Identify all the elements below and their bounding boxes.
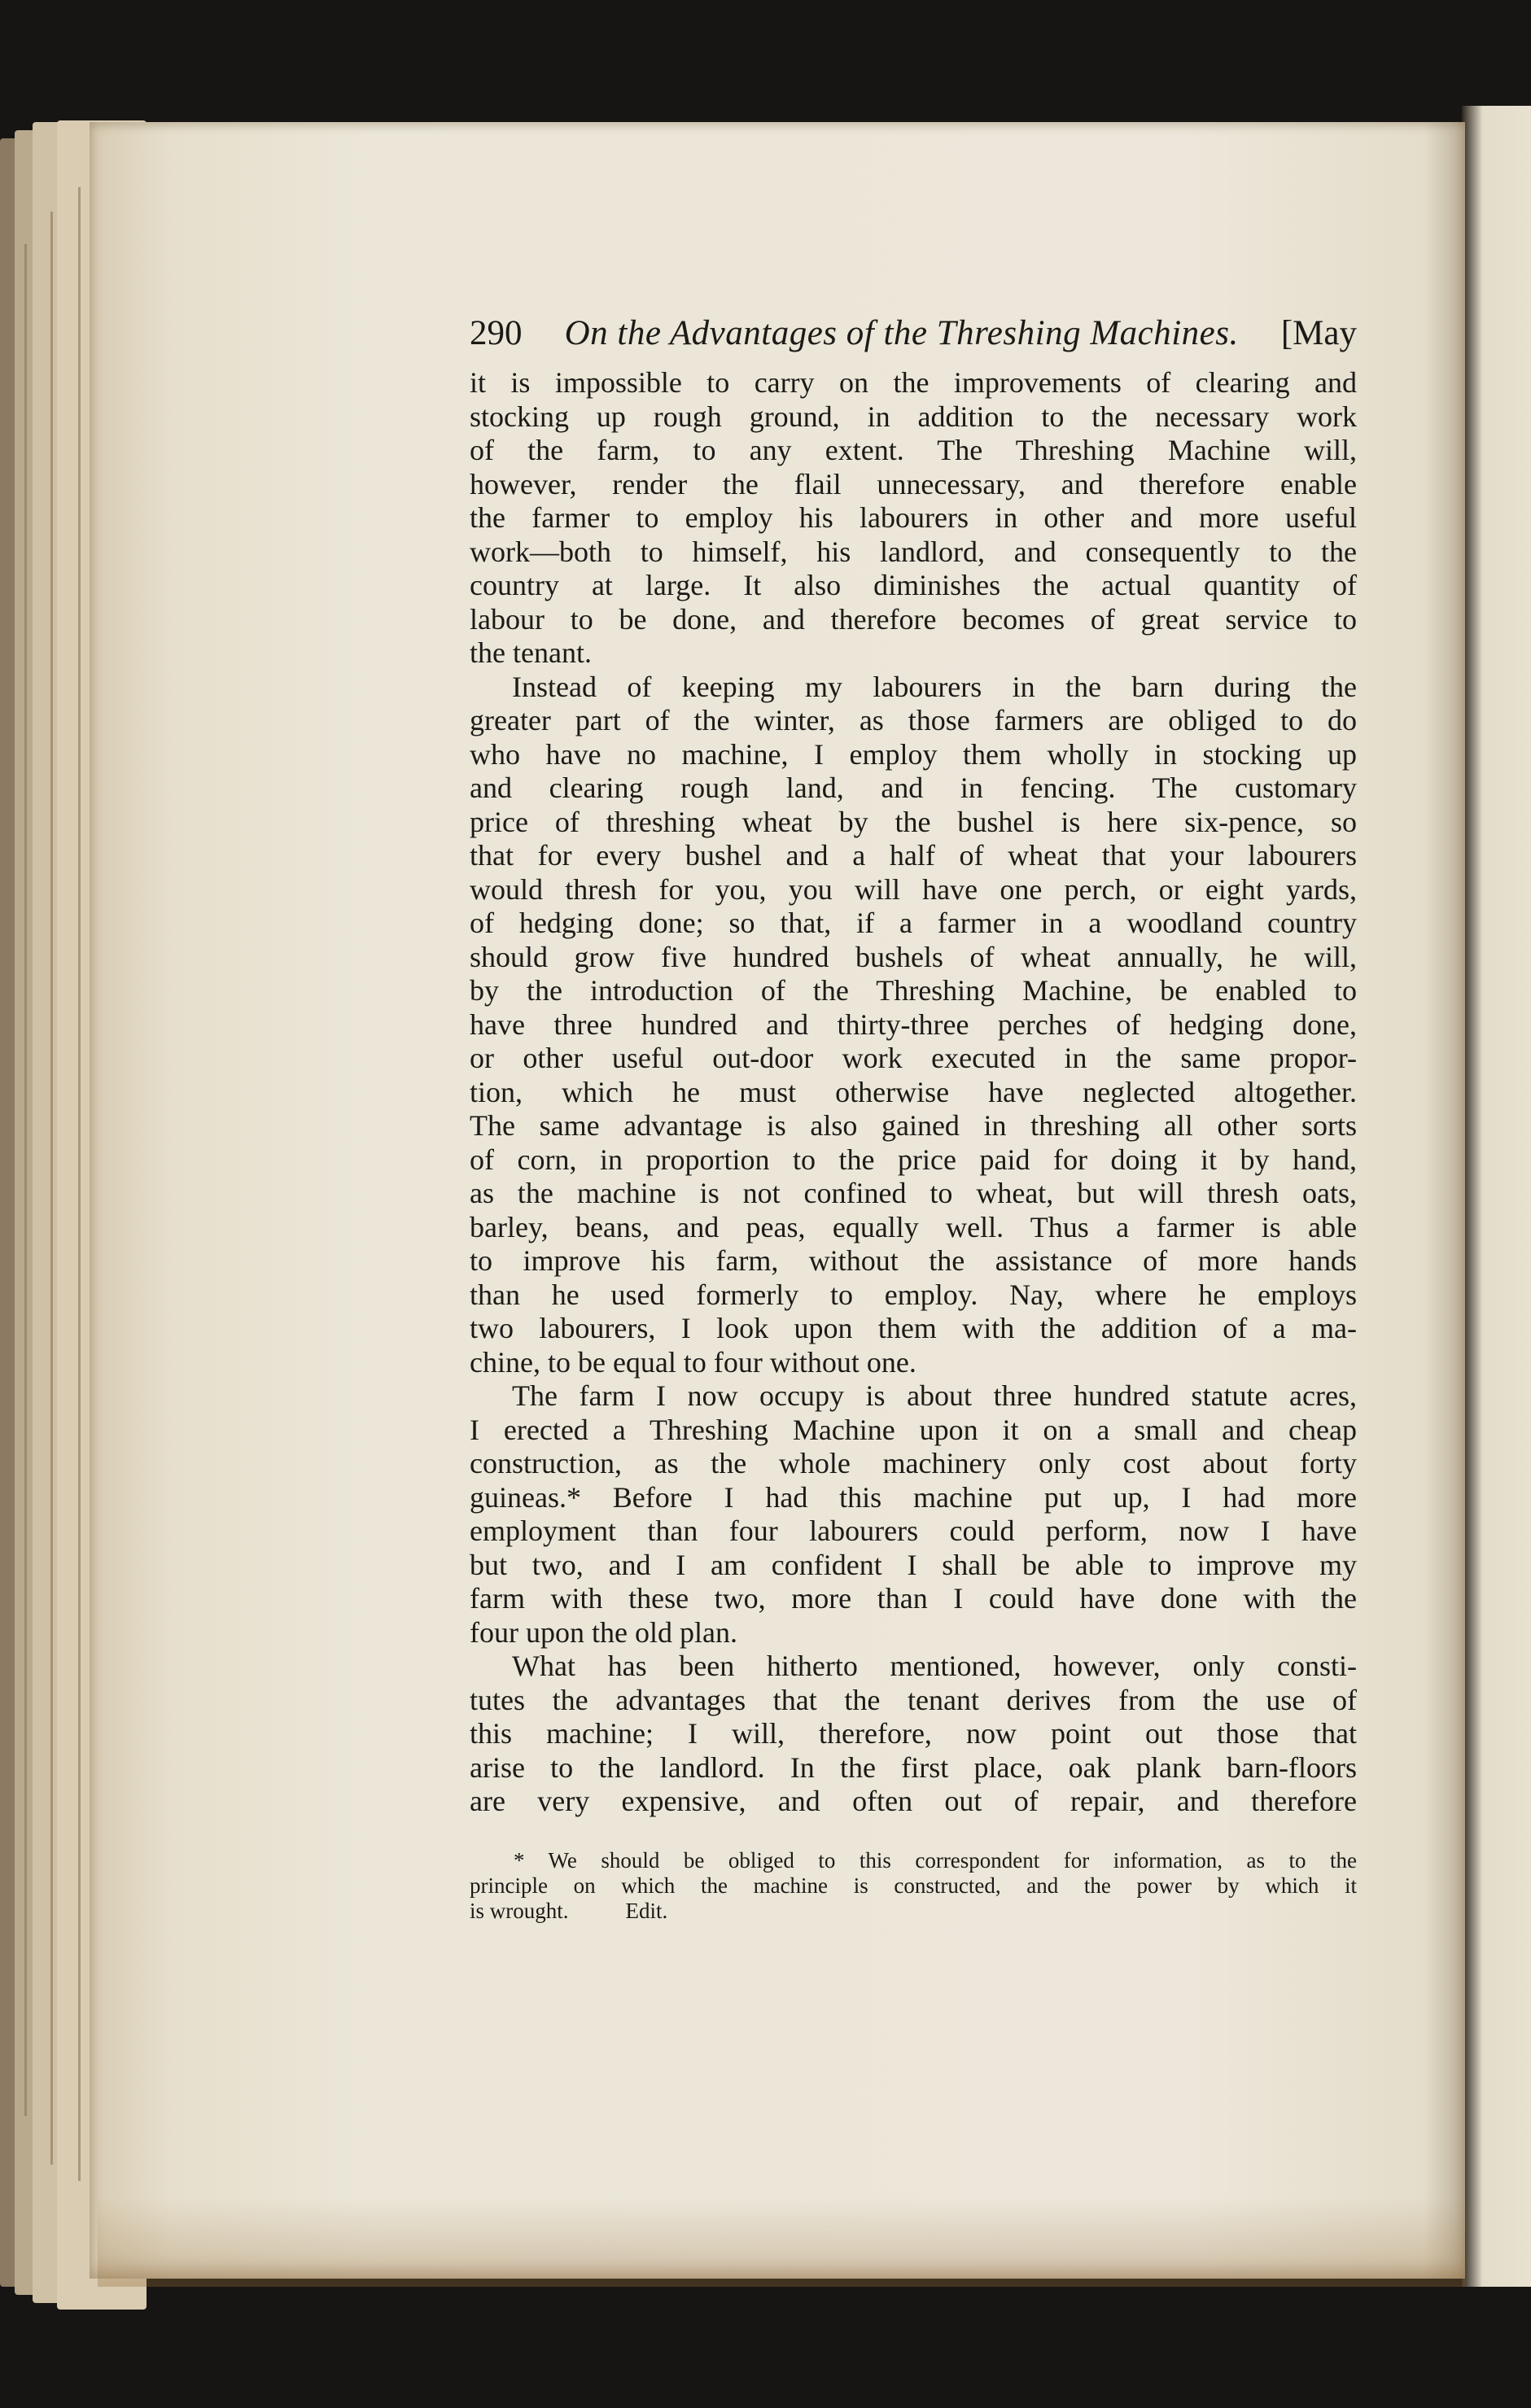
text-line: labour to be done, and therefore becomes of great service to (470, 602, 1357, 636)
page-edge-line (24, 244, 27, 2116)
text-line: arise to the landlord. In the first place, oak plank barn-floors (470, 1750, 1357, 1784)
text-line: work—both to himself, his landlord, and consequently to the (470, 535, 1357, 568)
page-stain (98, 2197, 1465, 2287)
text-line: of hedging done; so that, if a farmer in a woodland country (470, 907, 1357, 939)
footnote-line: * We should be obliged to this correspondent for information, as to the (514, 1847, 1357, 1873)
text-line: farm with these two, more than I could have done with the (470, 1582, 1357, 1615)
text-line: tutes the advantages that the tenant derives from the use of (470, 1683, 1357, 1716)
text-line: barley, beans, and peas, equally well. Thus a farmer is able (470, 1210, 1357, 1243)
text-line: four upon the old plan. (470, 1615, 737, 1649)
text-line: or other useful out-door work executed in the same propor- (470, 1042, 1357, 1074)
text-line: than he used formerly to employ. Nay, where he employs (470, 1278, 1357, 1311)
text-line: price of threshing wheat by the bushel is here six-pence, so (470, 805, 1357, 838)
text-line: the farmer to employ his labourers in other and more useful (470, 501, 1357, 534)
text-line: and clearing rough land, and in fencing. The customary (470, 771, 1357, 804)
text-line: What has been hitherto mentioned, however, only consti- (512, 1650, 1357, 1682)
footnote-signature: Edit. (625, 1898, 668, 1923)
page-text (470, 309, 1357, 1924)
page-number: 290 (470, 314, 523, 352)
text-line: tion, which he must otherwise have neglected altogether. (470, 1075, 1357, 1108)
page-edge-line (78, 187, 81, 2181)
text-line: chine, to be equal to four without one. (470, 1345, 916, 1379)
text-line: this machine; I will, therefore, now point out those that (470, 1717, 1357, 1750)
running-title: On the Advantages of the Threshing Machines. (564, 314, 1239, 352)
text-line: I erected a Threshing Machine upon it on a small and cheap (470, 1413, 1357, 1446)
text-line: by the introduction of the Threshing Machine, be enabled to (470, 974, 1357, 1007)
text-line: guineas.* Before I had this machine put up, I had more (470, 1480, 1357, 1514)
text-line: greater part of the winter, as those farmers are obliged to do (470, 704, 1357, 736)
facing-page-edge (1462, 106, 1531, 2287)
text-line: the tenant. (470, 636, 592, 669)
page-edge-line (50, 212, 53, 2165)
text-line: have three hundred and thirty-three perches of hedging done, (470, 1007, 1357, 1041)
text-line: construction, as the whole machinery only cost about forty (470, 1447, 1357, 1479)
text-line: to improve his farm, without the assistance of more hands (470, 1244, 1357, 1277)
footnote-line: principle on which the machine is constructed, and the power by which it (470, 1873, 1357, 1898)
text-line: of the farm, to any extent. The Threshing Machine will, (470, 434, 1357, 466)
footnote (470, 1848, 1357, 1924)
text-line: Instead of keeping my labourers in the barn during the (512, 670, 1357, 703)
text-line: as the machine is not confined to wheat, but will thresh oats, (470, 1177, 1357, 1209)
text-line: however, render the flail unnecessary, and therefore enable (470, 467, 1357, 500)
text-line: The same advantage is also gained in threshing all other sorts (470, 1109, 1357, 1142)
text-line: it is impossible to carry on the improvements of clearing and (470, 366, 1357, 399)
text-line: two labourers, I look upon them with the addition of a ma- (470, 1312, 1357, 1344)
text-line: that for every bushel and a half of wheat that your labourers (470, 839, 1357, 872)
text-line: would thresh for you, you will have one perch, or eight yards, (470, 872, 1357, 906)
footnote-line (470, 1899, 1357, 1924)
text-line: country at large. It also diminishes the actual quantity of (470, 569, 1357, 601)
text-line: are very expensive, and often out of repair, and therefore (470, 1785, 1357, 1817)
text-line: who have no machine, I employ them wholly in stocking up (470, 737, 1357, 771)
text-line: employment than four labourers could perform, now I have (470, 1514, 1357, 1547)
running-header (470, 309, 1357, 358)
footnote-line-text: is wrought. (470, 1898, 569, 1923)
text-line: should grow five hundred bushels of wheat annually, he will, (470, 940, 1357, 973)
text-line: The farm I now occupy is about three hundred statute acres, (512, 1379, 1357, 1412)
text-line: stocking up rough ground, in addition to the necessary work (470, 400, 1357, 433)
text-line: but two, and I am confident I shall be able to improve my (470, 1548, 1357, 1581)
date-mark: [May (1280, 314, 1357, 352)
text-line: of corn, in proportion to the price paid for doing it by hand, (470, 1143, 1357, 1176)
body-text (470, 366, 1357, 1819)
